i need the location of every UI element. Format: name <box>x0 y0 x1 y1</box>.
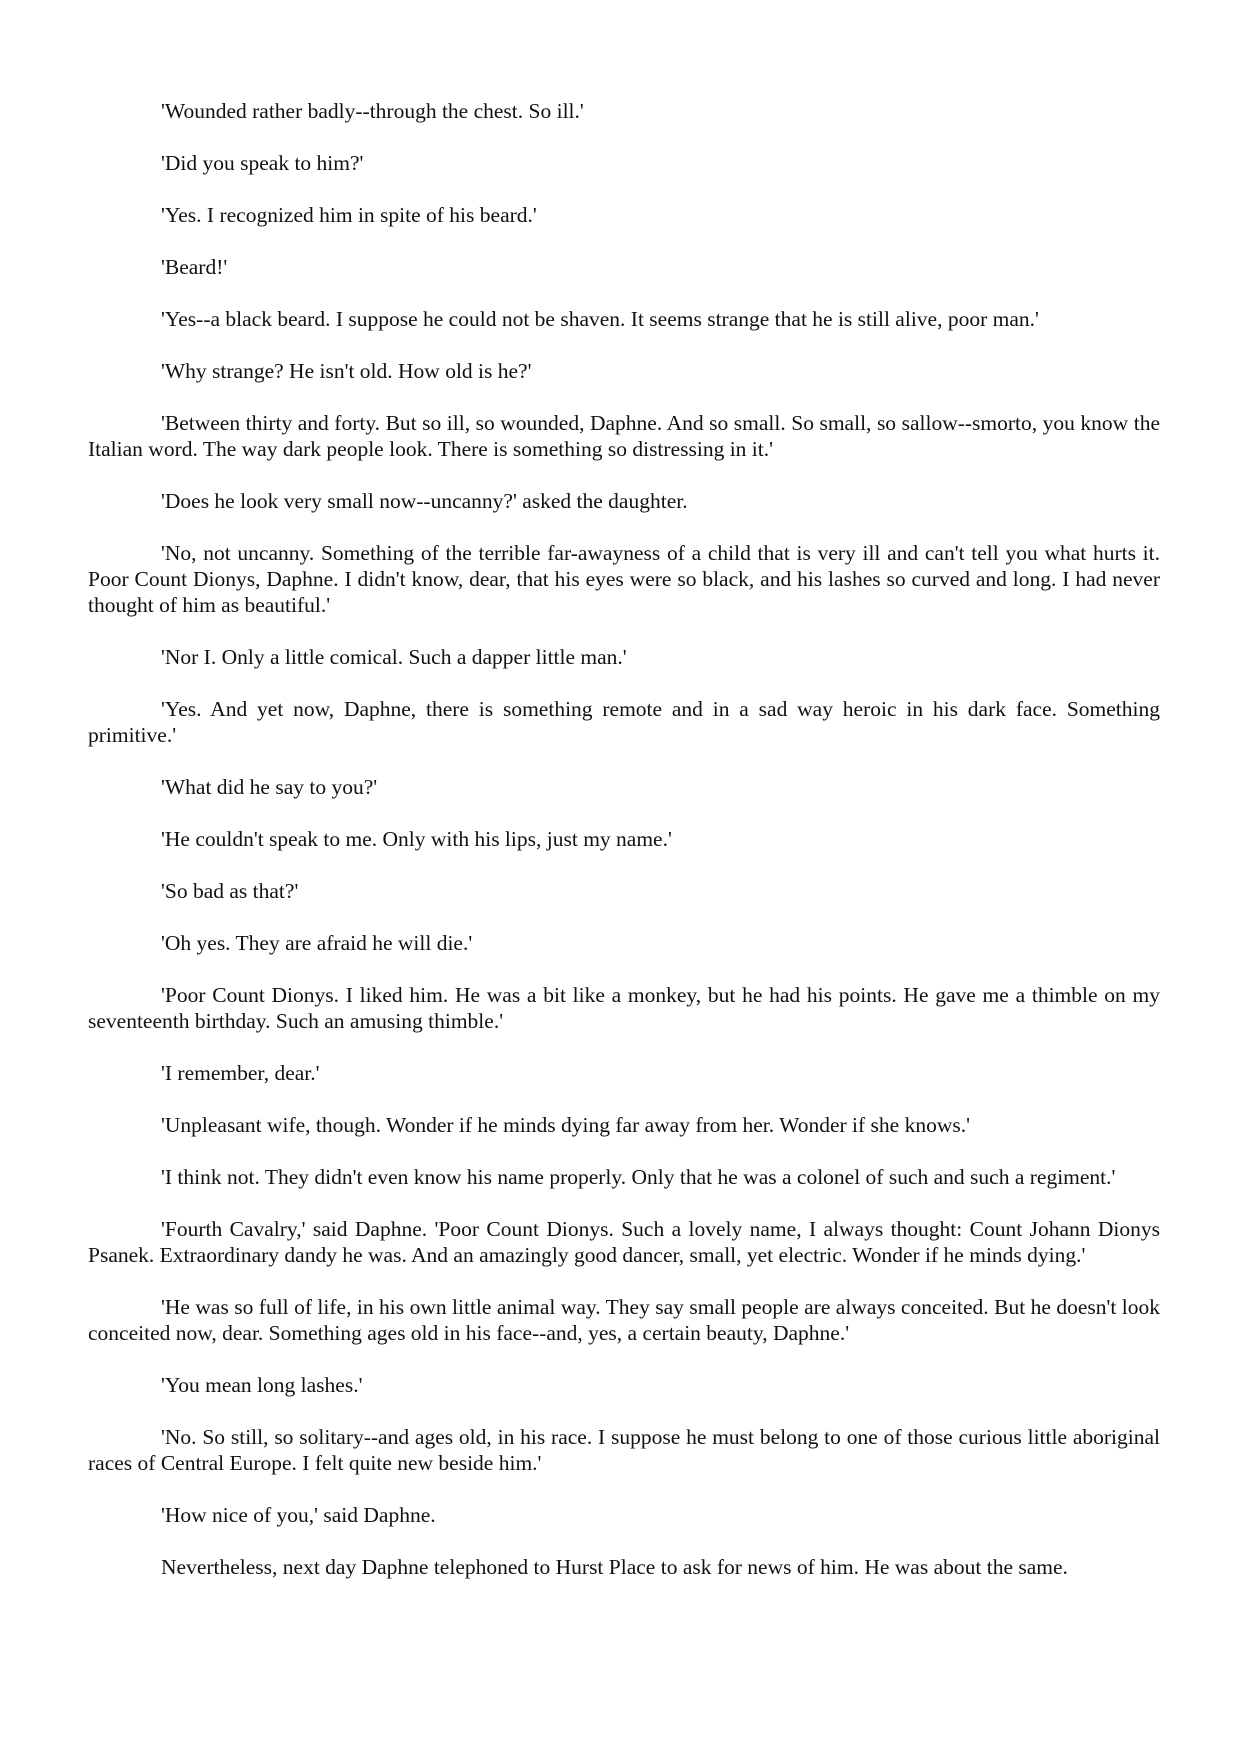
paragraph: 'Did you speak to him?' <box>161 151 364 175</box>
paragraph: 'So bad as that?' <box>161 879 299 903</box>
paragraph: 'Why strange? He isn't old. How old is he?' <box>161 359 532 383</box>
paragraph: 'No, not uncanny. Something of the terrible far-awayness of a child that is very ill and can't tell you what hurts it. Poor Count Dionys, Daphne. I didn't know, dear, that his eyes were so black, and his lashes so curved and long. I had never thought of him as beautiful.' <box>88 541 1160 617</box>
paragraph: 'How nice of you,' said Daphne. <box>161 1503 436 1527</box>
document-page <box>88 98 1160 1580</box>
paragraph: 'I think not. They didn't even know his name properly. Only that he was a colonel of such and such a regiment.' <box>161 1165 1116 1189</box>
paragraph: 'You mean long lashes.' <box>161 1373 363 1397</box>
paragraph: 'He couldn't speak to me. Only with his lips, just my name.' <box>161 827 672 851</box>
paragraph: 'I remember, dear.' <box>161 1061 320 1085</box>
paragraph: 'No. So still, so solitary--and ages old, in his race. I suppose he must belong to one of those curious little aboriginal races of Central Europe. I felt quite new beside him.' <box>88 1425 1160 1475</box>
paragraph: 'Fourth Cavalry,' said Daphne. 'Poor Count Dionys. Such a lovely name, I always thought: Count Johann Dionys Psanek. Extraordinary dandy he was. And an amazingly good dancer, small, yet electric. Wonder if he minds dying.' <box>88 1217 1160 1267</box>
paragraph: 'Wounded rather badly--through the chest. So ill.' <box>161 99 584 123</box>
paragraph: 'He was so full of life, in his own little animal way. They say small people are always conceited. But he doesn't look conceited now, dear. Something ages old in his face--and, yes, a certain beauty, Daphne.' <box>88 1295 1160 1345</box>
paragraph: 'Beard!' <box>161 255 228 279</box>
paragraph: 'Yes. And yet now, Daphne, there is something remote and in a sad way heroic in his dark face. Something primitive.' <box>88 697 1160 747</box>
paragraph: 'Yes. I recognized him in spite of his beard.' <box>161 203 537 227</box>
paragraph: 'Yes--a black beard. I suppose he could not be shaven. It seems strange that he is still alive, poor man.' <box>161 307 1039 331</box>
paragraph: Nevertheless, next day Daphne telephoned to Hurst Place to ask for news of him. He was about the same. <box>161 1555 1068 1579</box>
paragraph: 'Poor Count Dionys. I liked him. He was a bit like a monkey, but he had his points. He gave me a thimble on my seventeenth birthday. Such an amusing thimble.' <box>88 983 1160 1033</box>
paragraph: 'Oh yes. They are afraid he will die.' <box>161 931 473 955</box>
paragraph: 'Unpleasant wife, though. Wonder if he minds dying far away from her. Wonder if she knows.' <box>161 1113 970 1137</box>
paragraph: 'What did he say to you?' <box>161 775 378 799</box>
paragraph: 'Between thirty and forty. But so ill, so wounded, Daphne. And so small. So small, so sallow--smorto, you know the Italian word. The way dark people look. There is something so distressing in it.' <box>88 411 1160 461</box>
paragraph: 'Nor I. Only a little comical. Such a dapper little man.' <box>161 645 627 669</box>
paragraph: 'Does he look very small now--uncanny?' asked the daughter. <box>161 489 688 513</box>
